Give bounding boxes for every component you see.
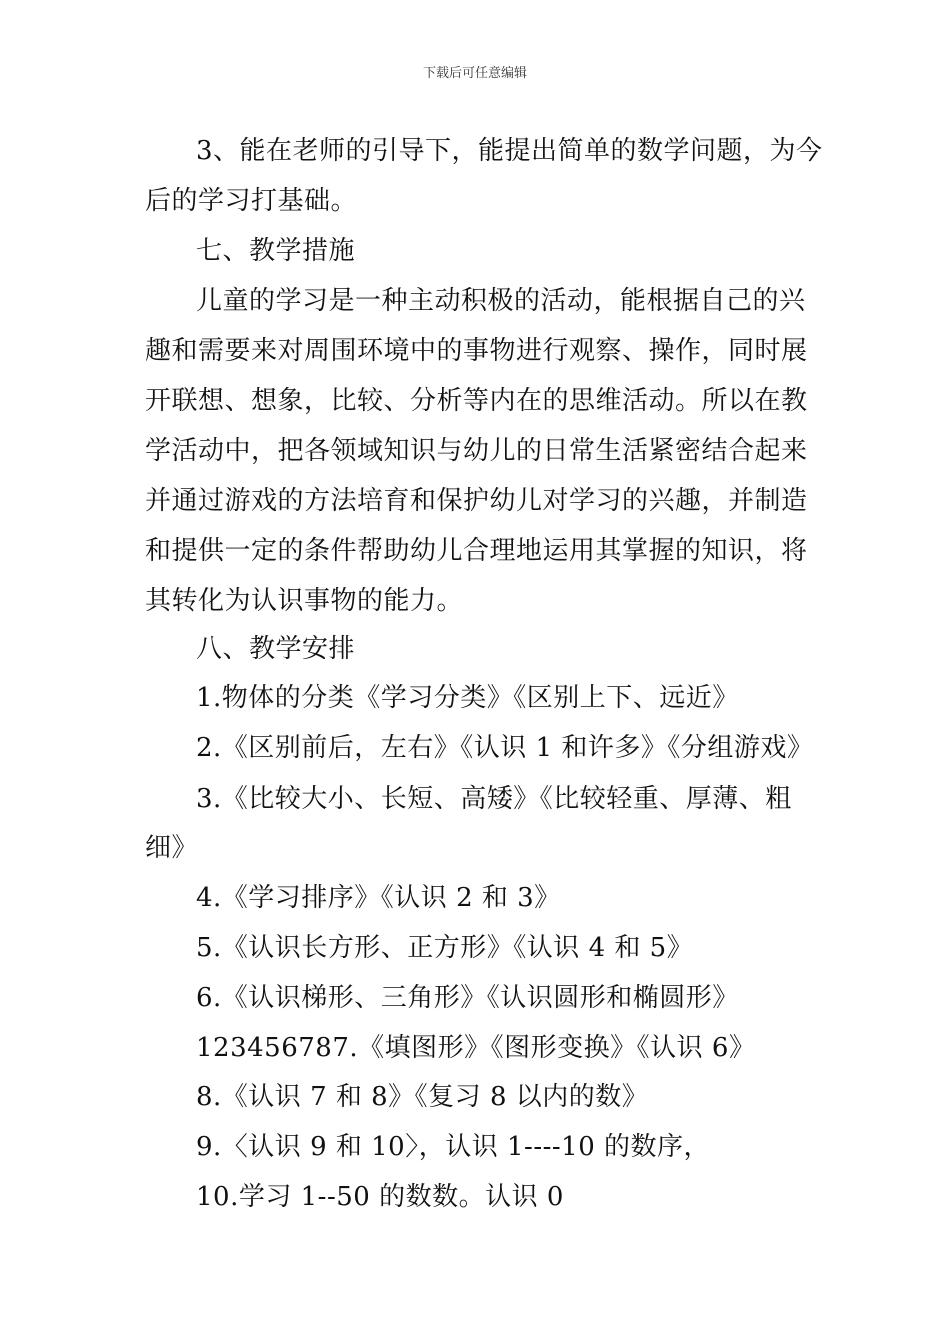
list-item: 8.《认识 7 和 8》《复习 8 以内的数》 (196, 1082, 649, 1112)
paragraph-line: 儿童的学习是一种主动积极的活动，能根据自己的兴 (196, 286, 806, 316)
page-header-note: 下载后可任意编辑 (422, 66, 527, 81)
list-item: 9.〈认识 9 和 10〉，认识 1----10 的数序， (196, 1132, 711, 1162)
list-item: 4.《学习排序》《认识 2 和 3》 (196, 883, 561, 913)
paragraph-line: 并通过游戏的方法培育和保护幼儿对学习的兴趣，并制造 (145, 486, 808, 516)
paragraph-line: 学活动中，把各领域知识与幼儿的日常生活紧密结合起来 (145, 436, 808, 466)
list-item: 6.《认识梯形、三角形》《认识圆形和椭圆形》 (196, 983, 739, 1013)
paragraph-line: 和提供一定的条件帮助幼儿合理地运用其掌握的知识，将 (145, 536, 808, 566)
list-item: 5.《认识长方形、正方形》《认识 4 和 5》 (196, 933, 694, 963)
list-item: 123456787.《填图形》《图形变换》《认识 6》 (196, 1033, 756, 1063)
paragraph-line: 开联想、想象，比较、分析等内在的思维活动。所以在教 (145, 386, 808, 416)
list-item: 3.《比较大小、长短、高矮》《比较轻重、厚薄、粗 (196, 784, 792, 814)
paragraph-line: 后的学习打基础。 (145, 186, 358, 216)
paragraph-line: 其转化为认识事物的能力。 (145, 586, 464, 616)
list-item: 2.《区别前后，左右》《认识 1 和许多》《分组游戏》 (196, 733, 814, 763)
list-item: 10.学习 1--50 的数数。认识 0 (196, 1182, 564, 1212)
list-item: 1.物体的分类《学习分类》《区别上下、远近》 (196, 683, 739, 713)
paragraph-line: 3、能在老师的引导下，能提出简单的数学问题，为今 (196, 136, 823, 166)
list-item: 细》 (145, 833, 199, 863)
section-heading: 八、教学安排 (196, 634, 356, 664)
paragraph-line: 趣和需要来对周围环境中的事物进行观察、操作，同时展 (145, 336, 808, 366)
section-heading: 七、教学措施 (196, 236, 356, 266)
